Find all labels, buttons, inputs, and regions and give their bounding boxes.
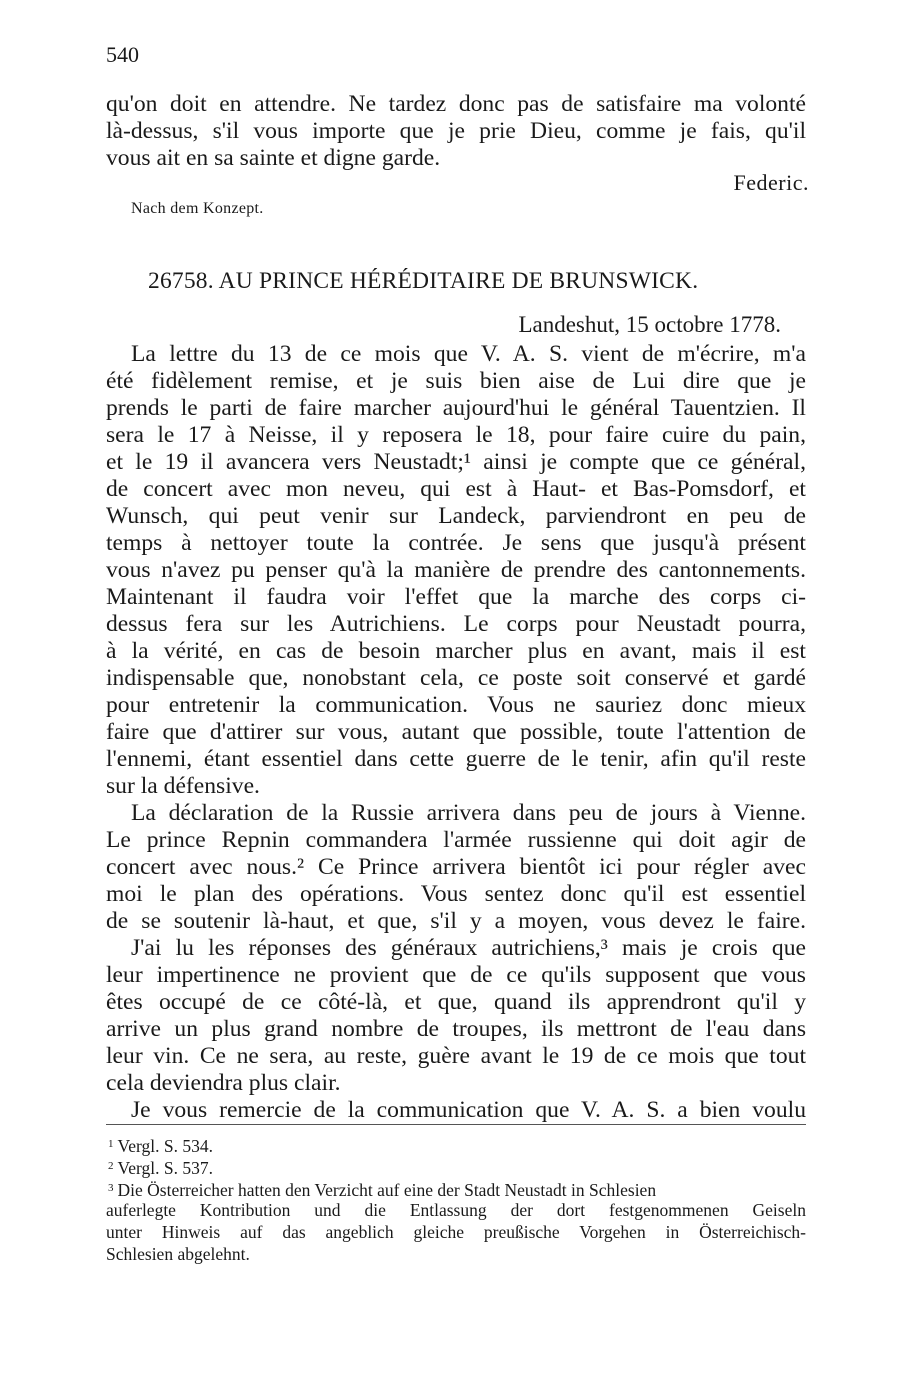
- letter-body: [106, 341, 806, 1124]
- text-line: concert avec nous.² Ce Prince arrivera bientôt ici pour régler avec: [106, 854, 806, 880]
- text-line: l'ennemi, étant essentiel dans cette guerre de le tenir, afin qu'il reste: [106, 746, 806, 772]
- text-line: leur vin. Ce ne sera, au reste, guère avant le 19 de ce mois que tout: [106, 1043, 806, 1069]
- text-line: J'ai lu les réponses des généraux autrichiens,³ mais je crois que: [131, 935, 806, 961]
- footnote-text: Vergl. S. 534.: [117, 1136, 213, 1156]
- text-line: leur impertinence ne provient que de ce qu'ils supposent que vous: [106, 962, 806, 988]
- text-line: faire que d'attirer sur vous, autant que possible, toute l'attention de: [106, 719, 806, 745]
- text-line: La déclaration de la Russie arrivera dans peu de jours à Vienne.: [131, 800, 806, 826]
- footnote-marker: 1: [108, 1138, 114, 1150]
- footnote-divider: [106, 1124, 806, 1125]
- text-line: sur la défensive.: [106, 773, 260, 799]
- text-line: de concert avec mon neveu, qui est à Haut- et Bas-Pomsdorf, et: [106, 476, 806, 502]
- footnote-marker: 3: [108, 1182, 114, 1194]
- text-line: Wunsch, qui peut venir sur Landeck, parviendront en peu de: [106, 503, 806, 529]
- footnote-2: [106, 1155, 806, 1177]
- text-line: vous ait en sa sainte et digne garde.: [106, 145, 441, 171]
- footnotes: [106, 1133, 806, 1265]
- text-line: temps à nettoyer toute la contrée. Je sens que jusqu'à présent: [106, 530, 806, 556]
- page-number: 540: [106, 42, 139, 67]
- intro-paragraph: [106, 91, 806, 172]
- text-line: cela deviendra plus clair.: [106, 1070, 341, 1096]
- source-note: Nach dem Konzept.: [131, 200, 264, 217]
- text-line: Je vous remercie de la communication que V. A. S. a bien voulu: [131, 1097, 806, 1123]
- footnote-line: unter Hinweis auf das angeblich gleiche preußische Vorgehen in Österreichisch-: [106, 1222, 806, 1242]
- dateline: Landeshut, 15 octobre 1778.: [518, 312, 781, 337]
- text-line: dessus fera sur les Autrichiens. Le corps pour Neustadt pourra,: [106, 611, 806, 637]
- text-line: prends le parti de faire marcher aujourd'hui le général Tauentzien. Il: [106, 395, 806, 421]
- footnote-line: Schlesien abgelehnt.: [106, 1244, 250, 1264]
- footnote-text: Vergl. S. 537.: [117, 1158, 213, 1178]
- text-line: de se soutenir là-haut, et que, s'il y a moyen, vous devez le faire.: [106, 908, 806, 934]
- letter-heading: 26758. AU PRINCE HÉRÉDITAIRE DE BRUNSWICK.: [148, 268, 699, 294]
- text-line: Le prince Repnin commandera l'armée russienne qui doit agir de: [106, 827, 806, 853]
- signature: Federic.: [733, 170, 809, 195]
- text-line: là-dessus, s'il vous importe que je prie Dieu, comme je fais, qu'il: [106, 118, 806, 144]
- footnote-3: [106, 1177, 806, 1199]
- text-line: qu'on doit en attendre. Ne tardez donc pas de satisfaire ma volonté: [106, 91, 806, 117]
- text-line: pour entretenir la communication. Vous ne sauriez donc mieux: [106, 692, 806, 718]
- text-line: êtes occupé de ce côté-là, et que, quand ils apprendront qu'il y: [106, 989, 806, 1015]
- text-line: Maintenant il faudra voir l'effet que la marche des corps ci-: [106, 584, 806, 610]
- footnote-text: Die Österreicher hatten den Verzicht auf eine der Stadt Neustadt in Schlesien: [117, 1180, 657, 1200]
- text-line: vous n'avez pu penser qu'à la manière de prendre des cantonnements.: [106, 557, 806, 583]
- text-line: moi le plan des opérations. Vous sentez donc qu'il est essentiel: [106, 881, 806, 907]
- text-line: indispensable que, nonobstant cela, ce poste soit conservé et gardé: [106, 665, 806, 691]
- text-line: et le 19 il avancera vers Neustadt;¹ ainsi je compte que ce général,: [106, 449, 806, 475]
- footnote-1: [106, 1133, 806, 1155]
- text-line: été fidèlement remise, et je suis bien aise de Lui dire que je: [106, 368, 806, 394]
- text-line: arrive un plus grand nombre de troupes, ils mettront de l'eau dans: [106, 1016, 806, 1042]
- footnote-marker: 2: [108, 1160, 114, 1172]
- text-line: à la vérité, en cas de besoin marcher plus en avant, mais il est: [106, 638, 806, 664]
- footnote-line: auferlegte Kontribution und die Entlassung der dort festgenommenen Geiseln: [106, 1200, 806, 1220]
- text-line: sera le 17 à Neisse, il y reposera le 18, pour faire cuire du pain,: [106, 422, 806, 448]
- text-line: La lettre du 13 de ce mois que V. A. S. vient de m'écrire, m'a: [131, 341, 806, 367]
